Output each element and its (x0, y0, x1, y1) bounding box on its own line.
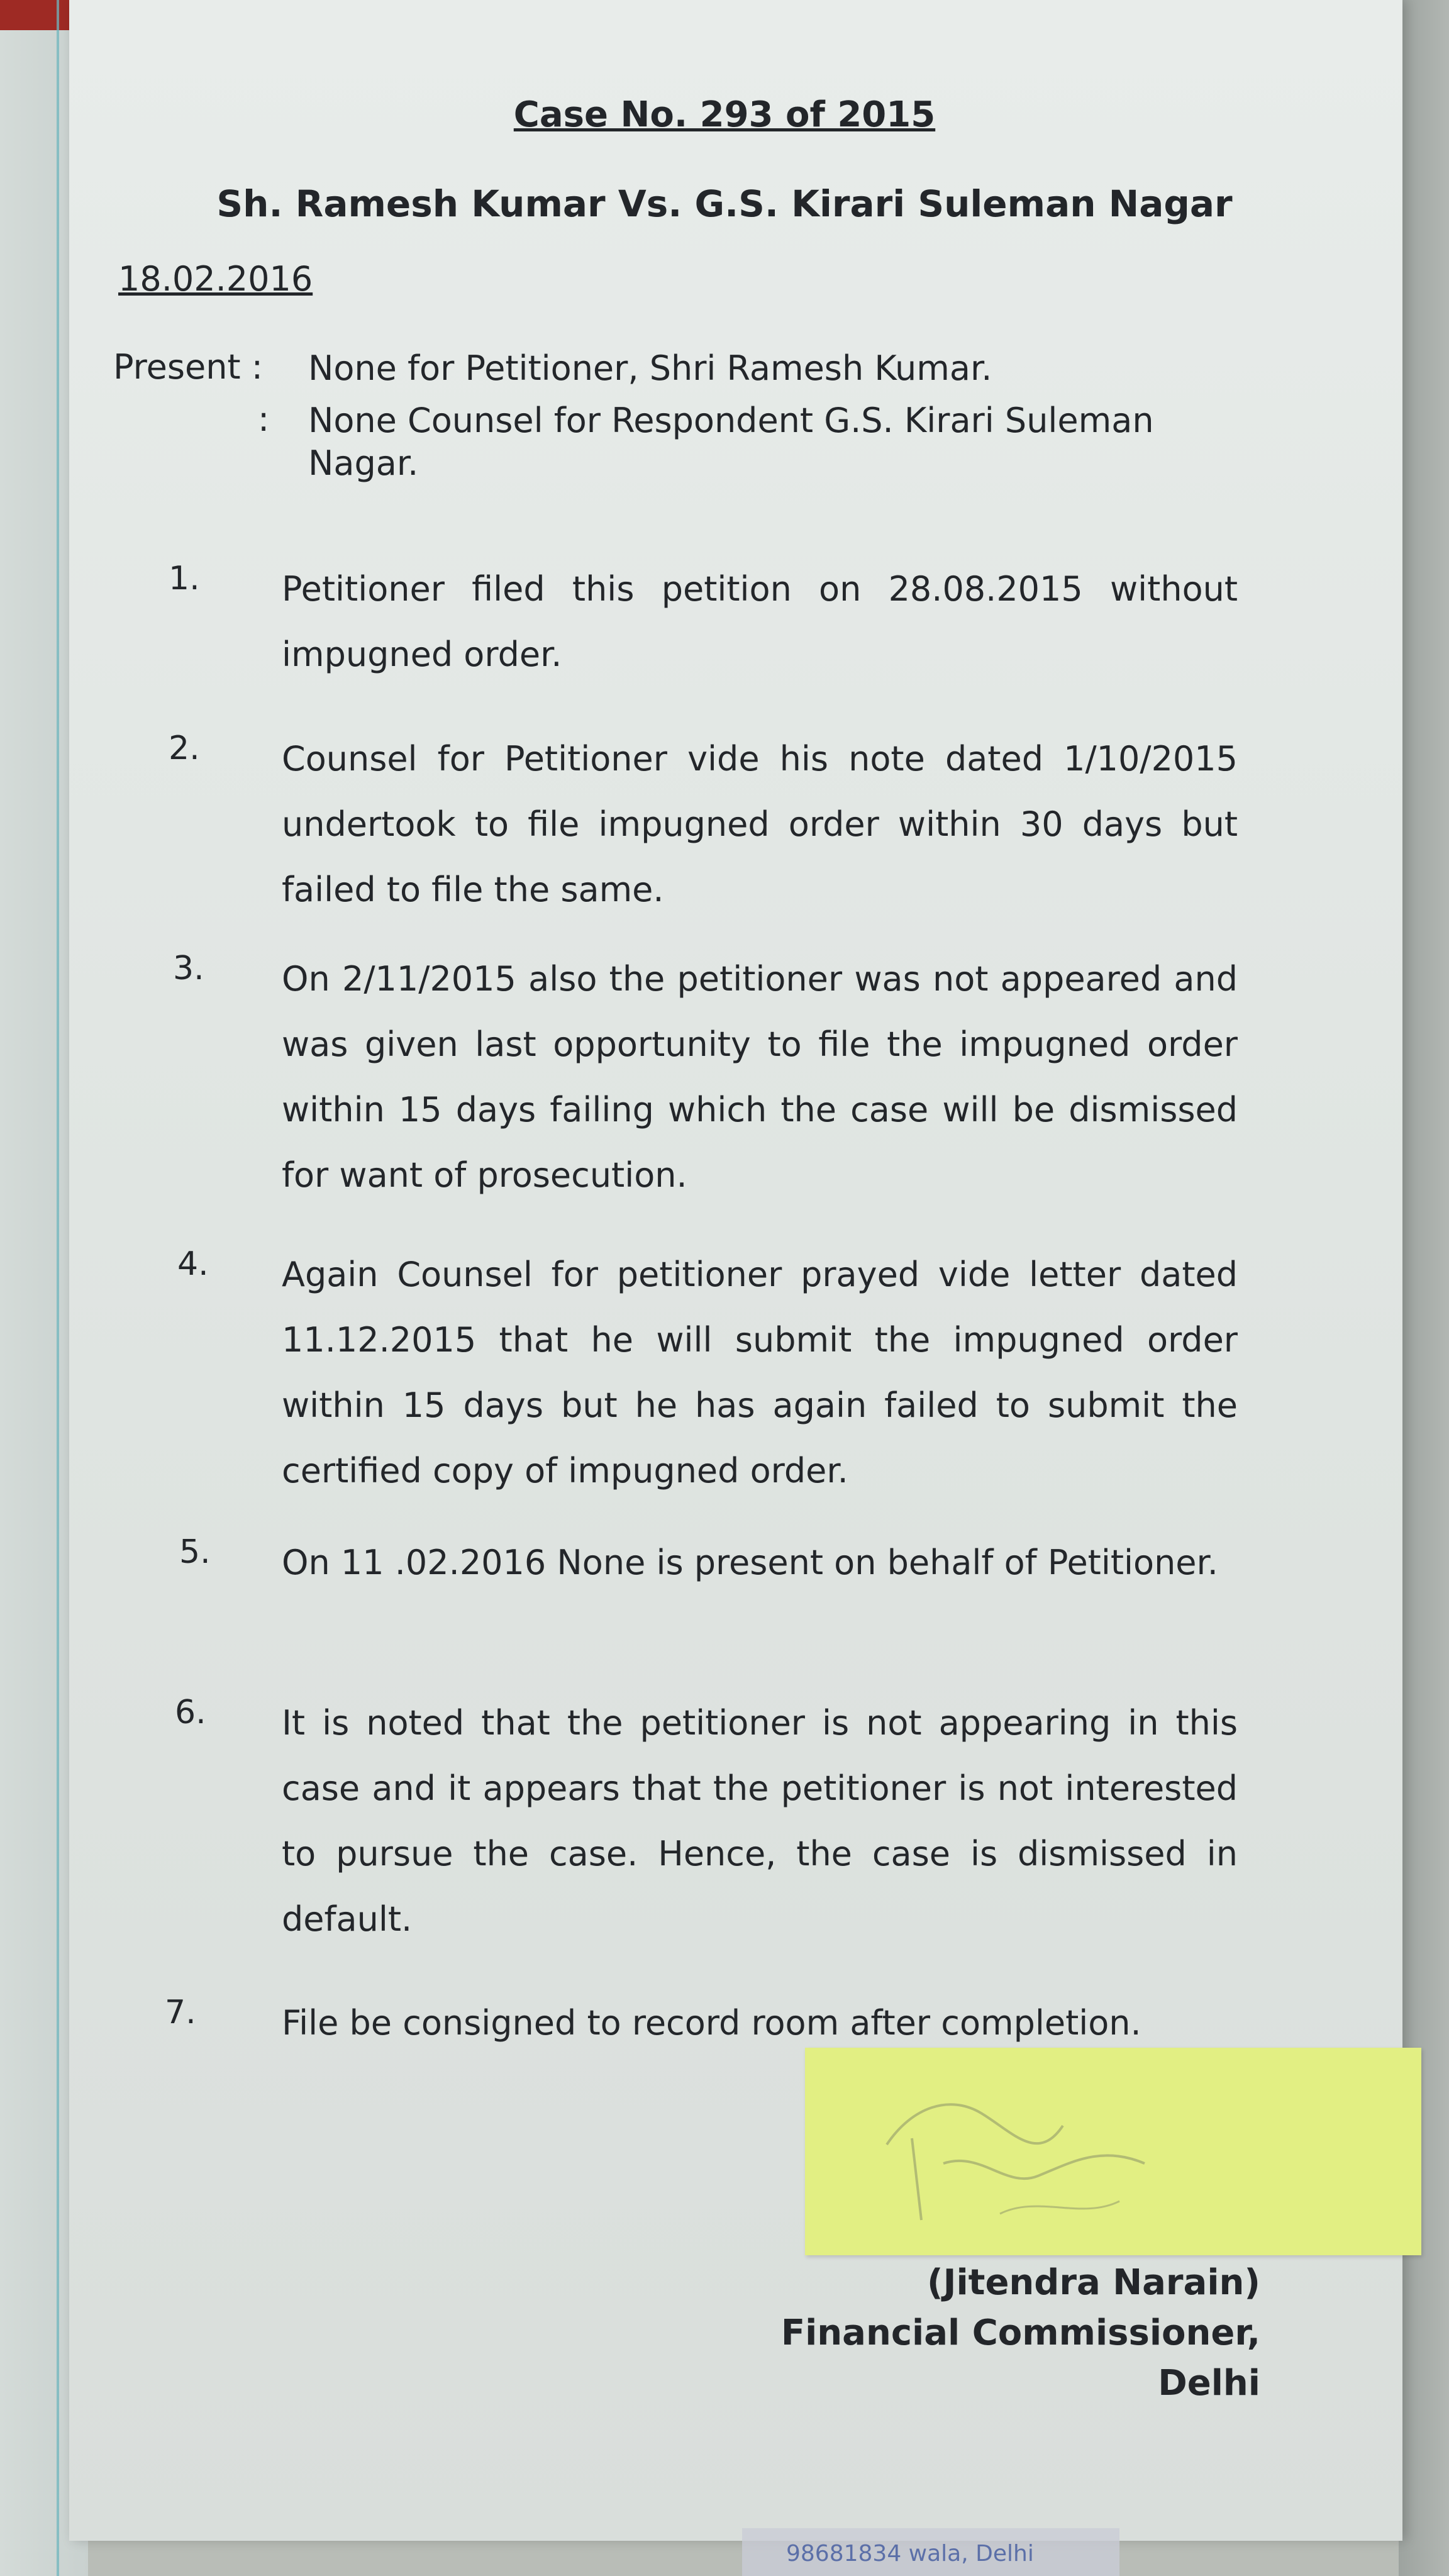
stamp-text: 98681834 wala, Delhi (786, 2541, 1034, 2567)
paragraph-number: 4. (177, 1245, 209, 1283)
paragraph-number: 1. (169, 560, 200, 597)
paragraph-text: File be consigned to record room after completion. (282, 2003, 1141, 2043)
signatory-name: (Jitendra Narain) (927, 2262, 1260, 2303)
paragraph-number: 3. (173, 950, 204, 987)
present-line-2: None Counsel for Respondent G.S. Kirari Suleman Nagar. (308, 401, 1154, 483)
present-line-1: None for Petitioner, Shri Ramesh Kumar. (308, 348, 992, 388)
paragraph-text: Again Counsel for petitioner prayed vide letter dated 11.12.2015 that he will submit the impugned order within 15 days but he has again failed to submit the certified copy of impugned order. (282, 1255, 1238, 1491)
paragraph-text: On 2/11/2015 also the petitioner was not appeared and was given last opportunity to file the impugned order within 15 days failing which the case will be dismissed for want of prosecution. (282, 959, 1238, 1195)
signatory-title: Financial Commissioner, (780, 2312, 1260, 2353)
paragraph-number: 2. (169, 730, 200, 767)
paragraph-number: 5. (179, 1533, 211, 1571)
paragraph-text: Petitioner filed this petition on 28.08.2015 without impugned order. (282, 569, 1238, 674)
paragraph-number: 6. (175, 1694, 206, 1731)
margin-line (57, 0, 59, 2576)
paragraph-text: It is noted that the petitioner is not appearing in this case and it appears that the petitioner is not interested to pursue the case. Hence, the case is dismissed in default. (282, 1703, 1238, 1939)
present-colon: : (258, 399, 270, 439)
signature-block (781, 2258, 1260, 2409)
order-date: 18.02.2016 (118, 259, 313, 299)
paragraph-text: On 11 .02.2016 None is present on behalf of Petitioner. (282, 1543, 1218, 1582)
case-number: Case No. 293 of 2015 (513, 94, 936, 135)
paragraph-number: 7. (165, 1994, 196, 2031)
handwritten-signature (874, 2069, 1189, 2239)
signatory-place: Delhi (1158, 2363, 1260, 2404)
paragraph-text: Counsel for Petitioner vide his note dated 1/10/2015 undertook to file impugned order within 30 days but failed to file the same. (282, 739, 1238, 909)
present-label: Present : (113, 347, 263, 387)
case-parties: Sh. Ramesh Kumar Vs. G.S. Kirari Suleman Nagar (216, 182, 1233, 225)
